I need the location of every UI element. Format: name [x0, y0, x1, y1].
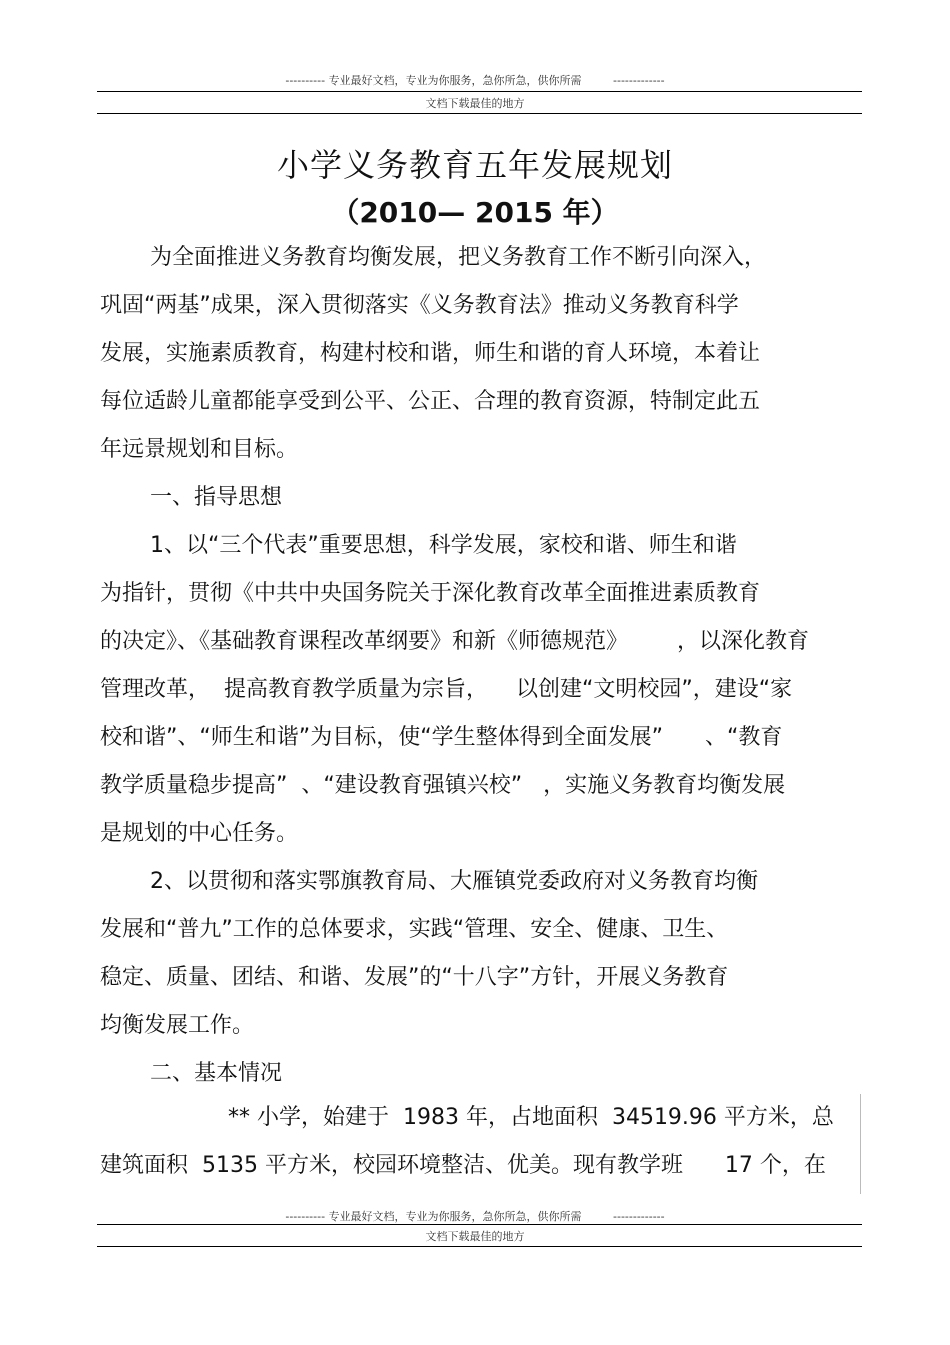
body-line: 稳定、质量、团结、和谐、发展”的“十八字”方针，开展义务教育 [100, 965, 729, 990]
document-subtitle: （2010— 2015 年） [331, 196, 619, 229]
footer-tagline: ---------- 专业最好文档，专业为你服务，急你所急，供你所需 ------------- [285, 1210, 665, 1223]
body-line: 管理改革， 提高教育教学质量为宗旨， 以创建“文明校园”，建设“家 [100, 677, 793, 702]
body-line: 2、以贯彻和落实鄂旗教育局、大雁镇党委政府对义务教育均衡 [150, 869, 758, 894]
margin-border [860, 1094, 861, 1194]
header-subtitle: 文档下载最佳的地方 [425, 97, 525, 110]
body-line: 发展和“普九”工作的总体要求，实践“管理、安全、健康、卫生、 [100, 917, 729, 942]
body-line: 教学质量稳步提高” 、“建设教育强镇兴校” ，实施义务教育均衡发展 [100, 773, 786, 798]
section-heading: 二、基本情况 [150, 1061, 283, 1086]
footer-rule-bottom [97, 1246, 862, 1247]
body-line: 年远景规划和目标。 [100, 437, 299, 462]
document-title: 小学义务教育五年发展规划 [276, 146, 673, 184]
body-line: 是规划的中心任务。 [100, 821, 299, 846]
body-line: 发展，实施素质教育，构建村校和谐，师生和谐的育人环境，本着让 [100, 341, 761, 366]
body-line: 校和谐”、“师生和谐”为目标，使“学生整体得到全面发展” 、“教育 [100, 725, 783, 750]
body-line: 的决定》、《基础教育课程改革纲要》和新《师德规范》 ，以深化教育 [100, 629, 809, 654]
header-rule-top [97, 91, 862, 92]
body-line: 巩固“两基”成果，深入贯彻落实《义务教育法》推动义务教育科学 [100, 293, 739, 318]
body-line: 为全面推进义务教育均衡发展，把义务教育工作不断引向深入， [150, 245, 767, 270]
body-line: 均衡发展工作。 [100, 1013, 255, 1038]
body-line: 建筑面积 5135 平方米，校园环境整洁、优美。现有教学班 17 个，在 [100, 1153, 826, 1178]
footer-rule-top [97, 1224, 862, 1225]
footer-subtitle: 文档下载最佳的地方 [425, 1230, 525, 1243]
body-line: 每位适龄儿童都能享受到公平、公正、合理的教育资源，特制定此五 [100, 389, 761, 414]
header-rule-bottom [97, 113, 862, 114]
body-line: ** 小学，始建于 1983 年，占地面积 34519.96 平方米，总 [228, 1105, 834, 1130]
header-tagline: ---------- 专业最好文档，专业为你服务，急你所急，供你所需 ------------- [285, 74, 665, 87]
body-line: 为指针，贯彻《中共中央国务院关于深化教育改革全面推进素质教育 [100, 581, 761, 606]
body-line: 1、以“三个代表”重要思想，科学发展，家校和谐、师生和谐 [150, 533, 737, 558]
section-heading: 一、指导思想 [150, 485, 283, 510]
